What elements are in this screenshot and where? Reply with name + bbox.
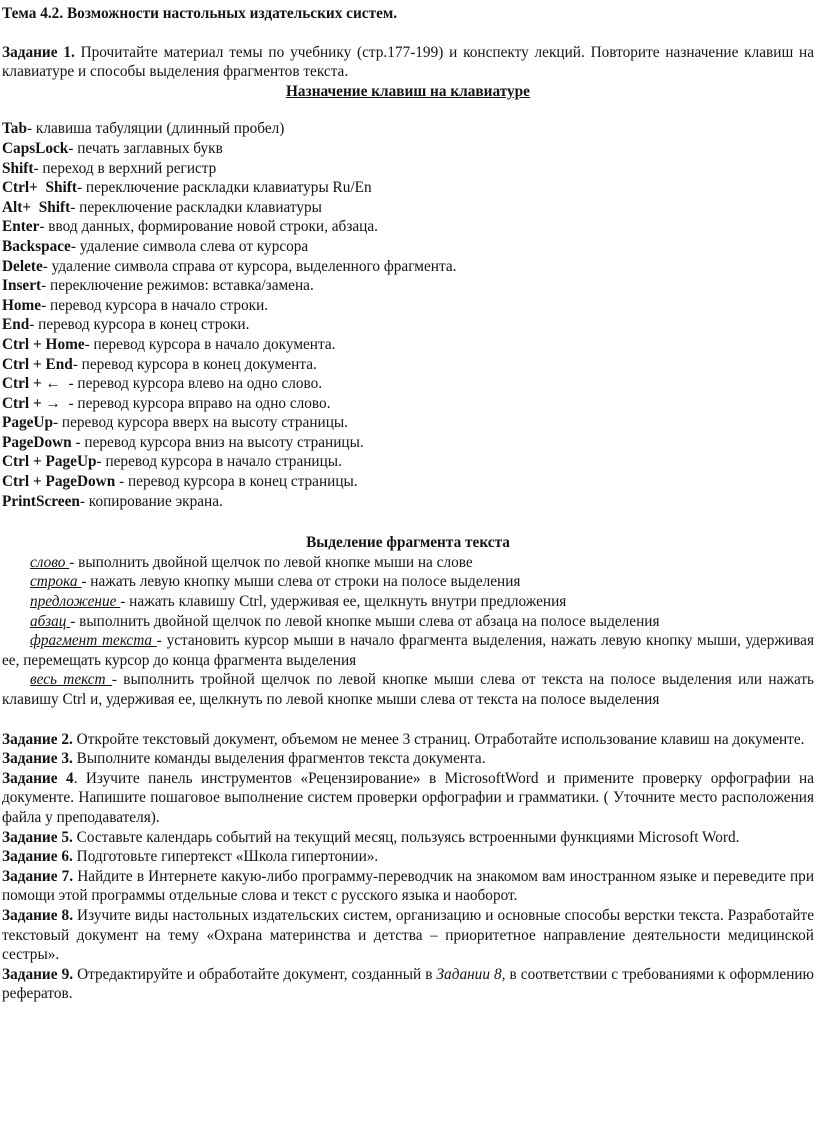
task-text: Отредактируйте и обработайте документ, созданный в <box>73 965 437 983</box>
key-row <box>2 335 814 355</box>
key-name: Tab <box>2 120 27 138</box>
key-name: Ctrl + PageDown <box>2 473 116 491</box>
key-name: Ctrl + PageUp <box>2 453 97 471</box>
key-row <box>2 119 814 139</box>
task-8 <box>2 906 814 965</box>
key-desc: - удаление символа слева от курсора <box>70 237 309 255</box>
key-name: Insert <box>2 277 42 295</box>
key-name: PageUp <box>2 414 53 432</box>
task-label: Задание 6. <box>2 848 73 866</box>
task-4 <box>2 769 814 828</box>
key-desc: - перевод курсора вправо на одно слово. <box>60 394 331 412</box>
key-row <box>2 452 814 472</box>
task-label: Задание 8. <box>2 906 74 924</box>
key-row <box>2 472 814 492</box>
key-name: Backspace <box>2 237 71 255</box>
key-desc: - перевод курсора в конец страницы. <box>115 473 358 491</box>
selection-desc: - выполнить двойной щелчок по левой кнопке мыши слева от абзаца на полосе выделения <box>70 612 660 630</box>
key-desc: - перевод курсора влево на одно слово. <box>60 375 323 393</box>
key-row <box>2 276 814 296</box>
key-desc: - удаление символа справа от курсора, выделенного фрагмента. <box>42 257 457 275</box>
task-label: Задание 9. <box>2 965 74 983</box>
key-desc: - перевод курсора в начало страницы. <box>96 453 342 471</box>
key-name: Ctrl+ Shift <box>2 179 77 197</box>
key-row <box>2 433 814 453</box>
key-desc: - ввод данных, формирование новой строки, абзаца. <box>39 218 378 236</box>
selection-item <box>2 670 814 709</box>
key-row <box>2 492 814 512</box>
key-name: Home <box>2 296 42 314</box>
key-desc: - перевод курсора в начало документа. <box>84 335 336 353</box>
task-text: Прочитайте материал темы по учебнику (стр.177-199) и конспекту лекций. Повторите назначение клавиш на клавиатуре и способы выделения фрагментов текста. <box>2 43 814 81</box>
key-desc: - переход в верхний регистр <box>33 159 217 177</box>
task-label: Задание 4 <box>2 769 74 787</box>
task-1 <box>2 43 814 82</box>
key-row <box>2 217 814 237</box>
key-name: PageDown <box>2 433 72 451</box>
selection-desc: - выполнить двойной щелчок по левой кнопке мыши на слове <box>69 553 473 571</box>
key-row <box>2 178 814 198</box>
task-text: в соответствии с требованиями к оформлению рефератов. <box>2 965 814 1003</box>
key-desc: - перевод курсора в конец строки. <box>29 316 250 334</box>
task-2 <box>2 730 814 750</box>
task-7 <box>2 867 814 906</box>
keys-heading: Назначение клавиш на клавиатуре <box>286 82 530 100</box>
task-6 <box>2 847 814 867</box>
key-row <box>2 198 814 218</box>
selection-term: весь текст <box>30 671 112 689</box>
key-name: Ctrl + → <box>2 394 61 412</box>
task-text: . Изучите панель инструментов «Рецензирование» в MicrosoftWord и примените проверку орфографии на документе. Напишите пошаговое выполнение систем проверки орфографии и грамматики. ( Уточните место расположения файла у преподавателя). <box>2 769 815 826</box>
selection-heading: Выделение фрагмента текста <box>306 534 510 552</box>
selection-item <box>2 572 814 592</box>
key-name: PrintScreen <box>2 492 80 510</box>
keys-list <box>2 119 814 511</box>
key-desc: - клавиша табуляции (длинный пробел) <box>26 120 285 138</box>
selection-item <box>2 612 814 632</box>
selection-desc: - выполнить тройной щелчок по левой кнопке мыши слева от текста на полосе выделения или нажать клавишу Ctrl и, удерживая ее, щелкнуть по левой кнопке мыши слева от текста на полосе выделения <box>2 671 815 708</box>
key-desc: - перевод курсора вниз на высоту страницы. <box>71 433 364 451</box>
key-name: CapsLock <box>2 139 69 157</box>
selection-desc: - установить курсор мыши в начало фрагмента выделения, нажать левую кнопку мыши, удерживая ее, перемещать курсор до конца фрагмента выделения <box>2 632 814 669</box>
task-label: Задание 3. <box>2 750 73 768</box>
key-row <box>2 413 814 433</box>
task-text: Найдите в Интернете какую-либо программу-переводчик на знакомом вам иностранном языке и переведите при помощи этой программы отдельные слова и текст с русского языка и наоборот. <box>2 867 814 905</box>
key-row <box>2 394 814 414</box>
page-title: Тема 4.2. Возможности настольных издательских систем. <box>2 5 398 22</box>
selection-term: слово <box>30 553 70 571</box>
key-desc: - перевод курсора в начало строки. <box>41 296 269 314</box>
selection-term: абзац <box>30 612 71 630</box>
selection-term: фрагмент текста <box>30 632 157 650</box>
key-name: End <box>2 316 30 334</box>
key-row <box>2 355 814 375</box>
task-text: Подготовьте гипертекст «Школа гипертонии». <box>72 848 379 866</box>
key-name: Ctrl + ← <box>2 375 61 393</box>
task-label: Задание 7. <box>2 867 74 885</box>
key-name: Shift <box>2 159 34 177</box>
key-desc: - переключение раскладки клавиатуры Ru/En <box>77 179 372 197</box>
task-text: Изучите виды настольных издательских систем, организацию и основные способы верстки текста. Разработайте текстовый документ на тему «Охрана материнства и детства – приоритетное направление деятельности медицинской сестры». <box>2 906 814 964</box>
key-row <box>2 159 814 179</box>
selection-term: предложение <box>30 593 121 611</box>
key-desc: - переключение режимов: вставка/замена. <box>41 277 314 295</box>
task-9 <box>2 965 814 1004</box>
task-3 <box>2 749 814 769</box>
key-desc: - переключение раскладки клавиатуры <box>70 198 322 216</box>
key-row <box>2 237 814 257</box>
selection-term: строка <box>30 573 82 591</box>
key-row <box>2 139 814 159</box>
task-text: Составьте календарь событий на текущий месяц, пользуясь встроенными функциями Microsoft Word. <box>72 828 740 846</box>
key-name: Enter <box>2 218 40 236</box>
task-reference: Задании 8, <box>436 965 506 983</box>
selection-item <box>2 631 814 670</box>
key-name: Alt+ Shift <box>2 198 71 216</box>
task-text: Выполните команды выделения фрагментов текста документа. <box>72 750 486 768</box>
key-desc: - перевод курсора в конец документа. <box>72 355 317 373</box>
key-desc: - печать заглавных букв <box>68 139 223 157</box>
key-row <box>2 315 814 335</box>
key-name: Ctrl + Home <box>2 335 85 353</box>
selection-desc: - нажать клавишу Ctrl, удерживая ее, щелкнуть внутри предложения <box>120 593 567 611</box>
selection-desc: - нажать левую кнопку мыши слева от строки на полосе выделения <box>81 573 521 591</box>
task-label: Задание 2. <box>2 730 73 748</box>
key-row <box>2 374 814 394</box>
key-row <box>2 296 814 316</box>
key-row <box>2 257 814 277</box>
selection-item <box>2 592 814 612</box>
task-label: Задание 1. <box>2 43 75 61</box>
key-name: Ctrl + End <box>2 355 73 373</box>
selection-item <box>2 553 814 573</box>
key-name: Delete <box>2 257 43 275</box>
selection-list <box>2 553 814 710</box>
key-desc: - копирование экрана. <box>79 492 223 510</box>
task-text: Откройте текстовый документ, объемом не менее 3 страниц. Отработайте использование клавиш на документе. <box>72 730 805 748</box>
key-desc: - перевод курсора вверх на высоту страницы. <box>53 414 348 432</box>
task-label: Задание 5. <box>2 828 73 846</box>
task-5 <box>2 828 814 848</box>
tasks-list <box>2 730 814 1004</box>
